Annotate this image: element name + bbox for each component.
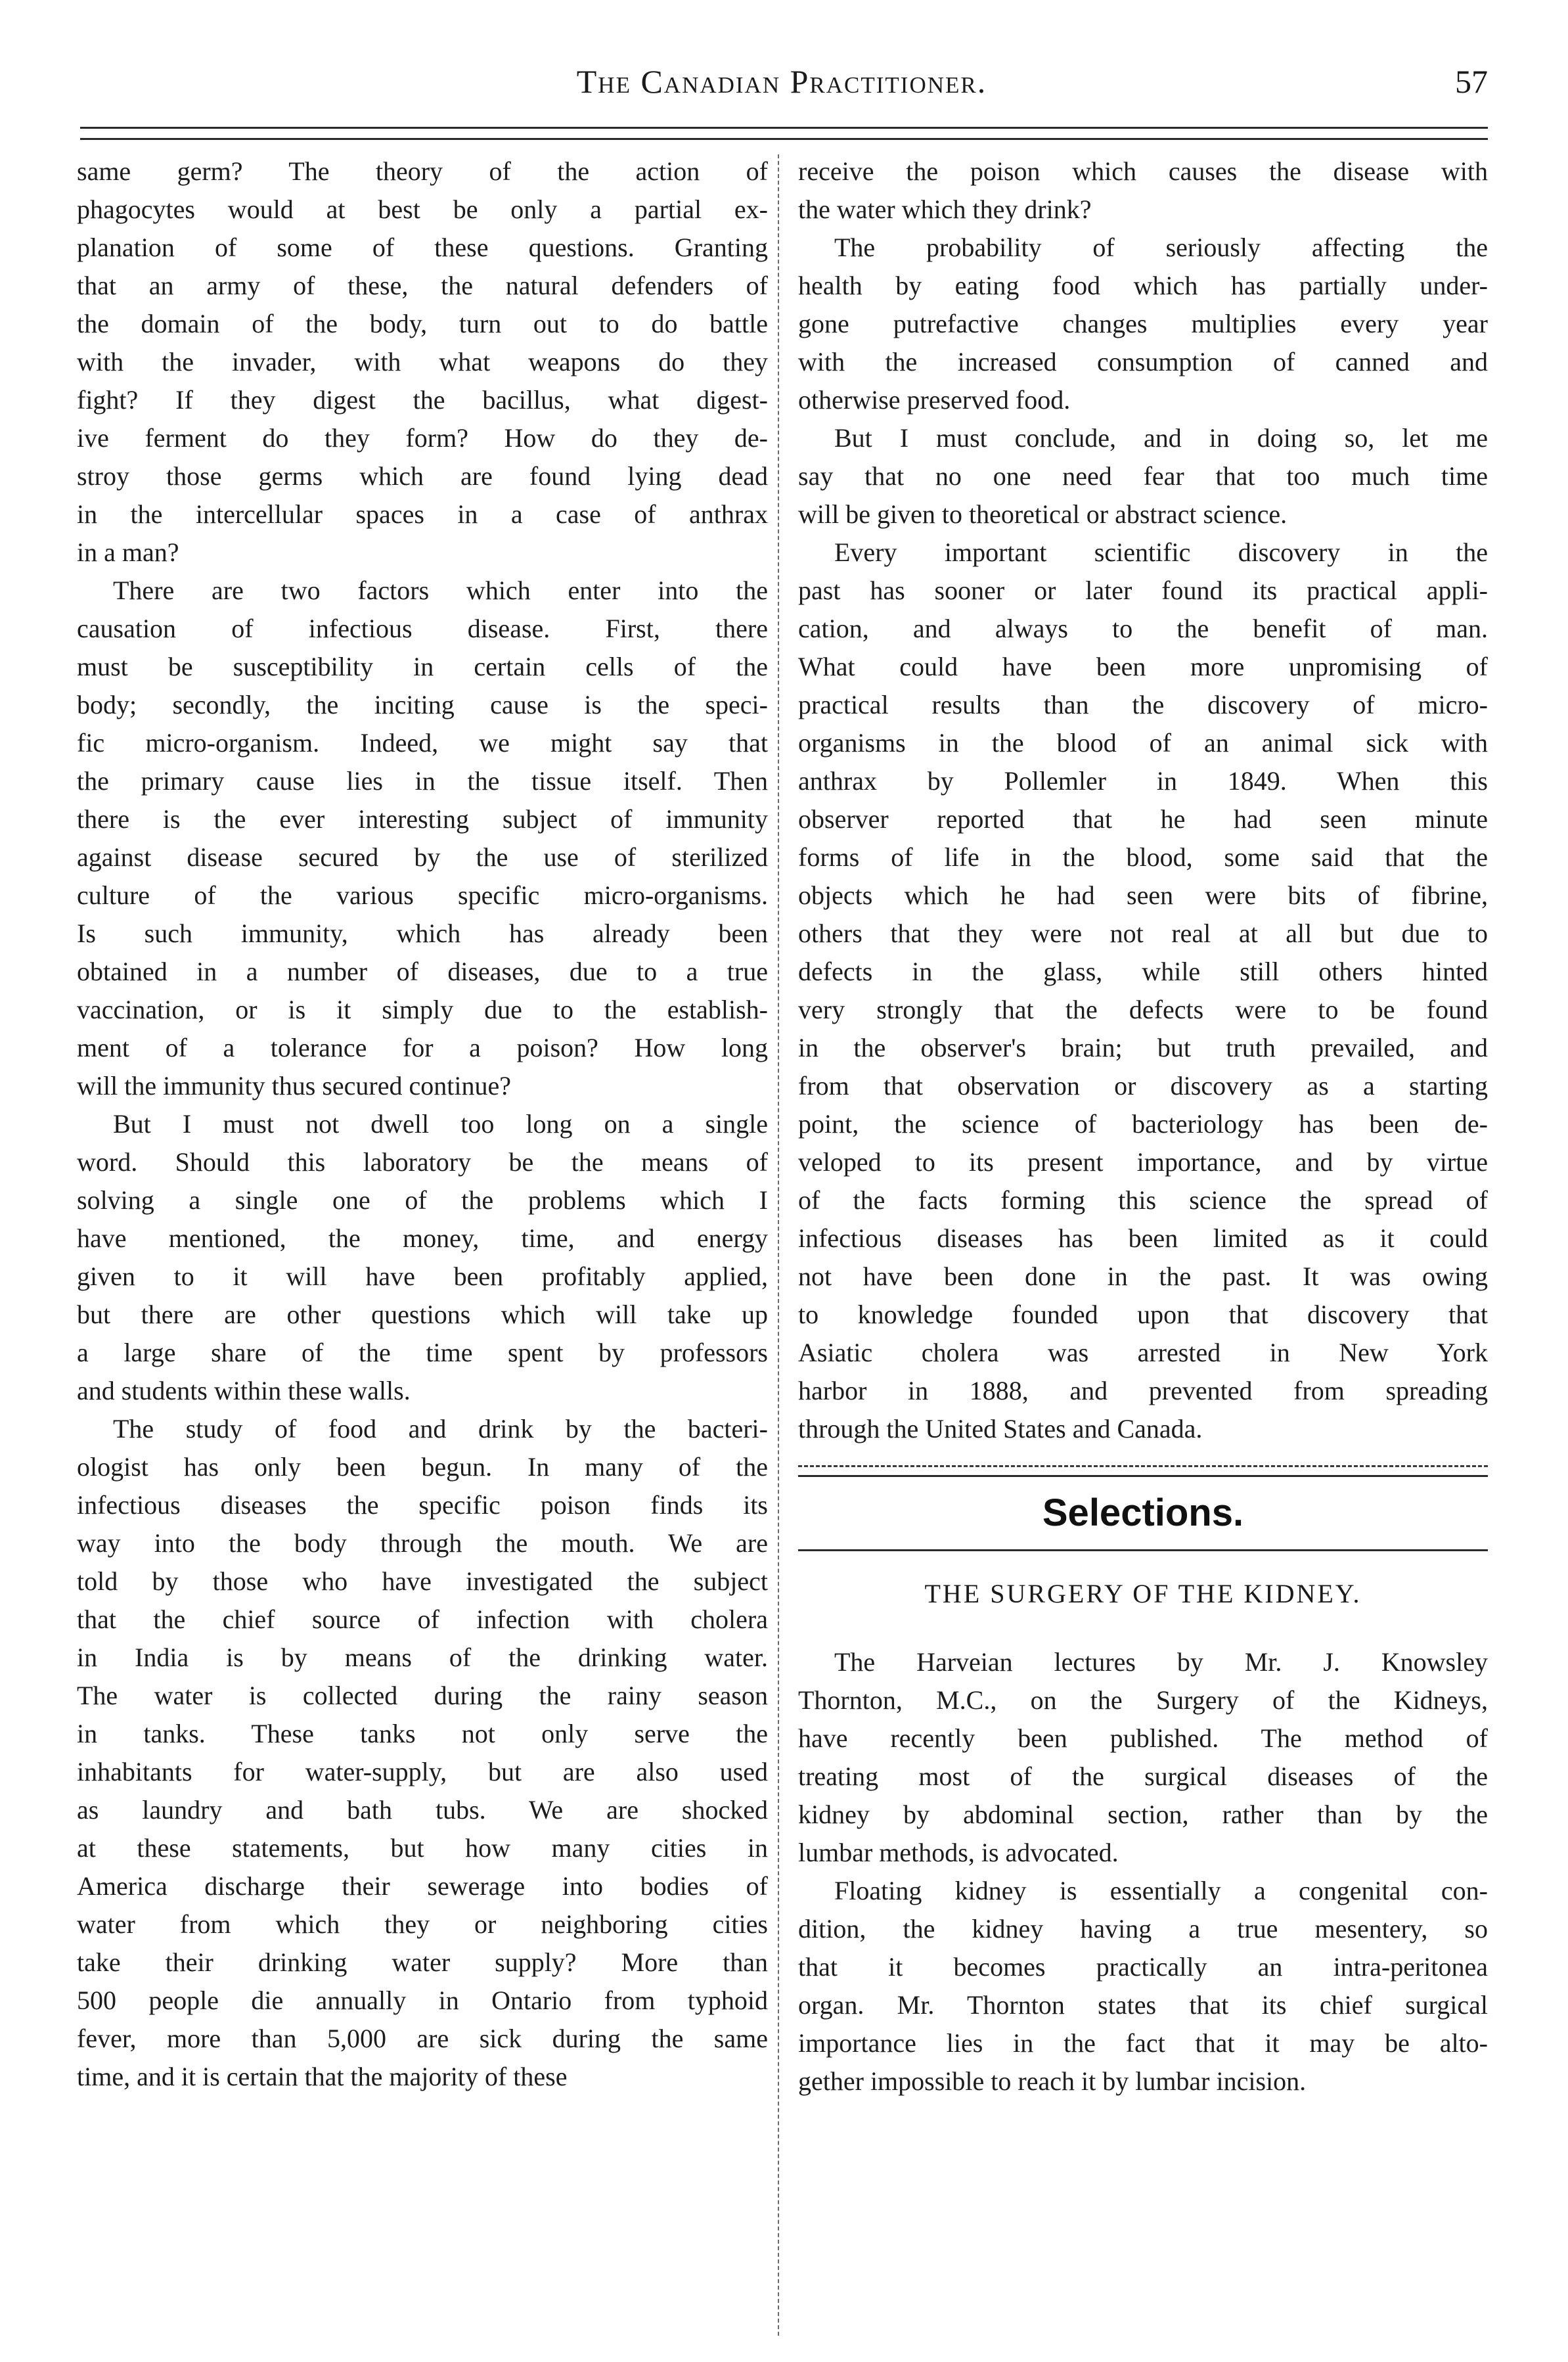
text-line: planation of some of these questions. Granting xyxy=(77,233,768,262)
text-line: but there are other questions which will take up xyxy=(77,1300,768,1329)
text-line: treating most of the surgical diseases of the xyxy=(798,1761,1488,1791)
text-line: water from which they or neighboring cities xyxy=(77,1909,768,1939)
page-number: 57 xyxy=(1455,63,1488,100)
paragraph xyxy=(77,1105,768,1410)
header-rule-bottom xyxy=(80,138,1488,140)
text-line: that it becomes practically an intra-peritonea xyxy=(798,1952,1488,1982)
text-line: with the invader, with what weapons do they xyxy=(77,347,768,376)
paragraph xyxy=(798,152,1488,229)
text-line: phagocytes would at best be only a partial ex- xyxy=(77,194,768,224)
text-line: The Harveian lectures by Mr. J. Knowsley xyxy=(834,1647,1488,1677)
text-line: the primary cause lies in the tissue itself. Then xyxy=(77,766,768,796)
text-line: time, and it is certain that the majority of these xyxy=(77,2062,568,2091)
text-line: anthrax by Pollemler in 1849. When this xyxy=(798,766,1488,796)
text-line: in the observer's brain; but truth prevailed, and xyxy=(798,1033,1488,1062)
article-title: THE SURGERY OF THE KIDNEY. xyxy=(924,1579,1362,1608)
text-line: there is the ever interesting subject of immunity xyxy=(77,804,768,834)
text-line: past has sooner or later found its practical appli- xyxy=(798,576,1488,605)
text-line: against disease secured by the use of sterilized xyxy=(77,842,768,872)
paragraph xyxy=(798,534,1488,1448)
text-line: gether impossible to reach it by lumbar incision. xyxy=(798,2066,1307,2096)
text-line: Floating kidney is essentially a congenital con- xyxy=(834,1876,1488,1905)
text-line: point, the science of bacteriology has been de- xyxy=(798,1109,1488,1139)
text-line: The study of food and drink by the bacteri- xyxy=(113,1414,768,1443)
text-line: defects in the glass, while still others hinted xyxy=(798,957,1488,986)
text-line: have mentioned, the money, time, and energy xyxy=(77,1223,768,1253)
text-line: the domain of the body, turn out to do battle xyxy=(77,309,768,338)
text-line: as laundry and bath tubs. We are shocked xyxy=(77,1795,768,1825)
text-line: dition, the kidney having a true mesentery, so xyxy=(798,1914,1488,1943)
text-line: solving a single one of the problems which I xyxy=(77,1185,768,1215)
text-line: must be susceptibility in certain cells of the xyxy=(77,652,768,681)
paragraph xyxy=(798,419,1488,534)
text-line: ive ferment do they form? How do they de- xyxy=(77,423,768,453)
text-line: body; secondly, the inciting cause is the speci- xyxy=(77,690,768,719)
text-line: ment of a tolerance for a poison? How long xyxy=(77,1033,768,1062)
text-line: 500 people die annually in Ontario from typhoid xyxy=(77,1986,768,2015)
text-line: forms of life in the blood, some said that the xyxy=(798,842,1488,872)
text-line: But I must not dwell too long on a single xyxy=(113,1109,768,1139)
text-line: in tanks. These tanks not only serve the xyxy=(77,1719,768,1748)
text-line: infectious diseases has been limited as it could xyxy=(798,1223,1488,1253)
text-line: kidney by abdominal section, rather than by the xyxy=(798,1800,1488,1829)
text-line: importance lies in the fact that it may be alto- xyxy=(798,2028,1488,2058)
text-line: stroy those germs which are found lying dead xyxy=(77,461,768,491)
text-line: from that observation or discovery as a starting xyxy=(798,1071,1488,1101)
text-line: lumbar methods, is advocated. xyxy=(798,1838,1119,1867)
text-line: very strongly that the defects were to be found xyxy=(798,995,1488,1024)
text-line: in India is by means of the drinking water. xyxy=(77,1643,768,1672)
text-line: gone putrefactive changes multiplies every year xyxy=(798,309,1488,338)
text-line: observer reported that he had seen minute xyxy=(798,804,1488,834)
text-line: told by those who have investigated the subject xyxy=(77,1566,768,1596)
text-line: have recently been published. The method of xyxy=(798,1723,1488,1753)
text-line: will be given to theoretical or abstract science. xyxy=(798,499,1288,529)
text-line: ologist has only been begun. In many of the xyxy=(77,1452,768,1482)
section-heading: Selections. xyxy=(1042,1491,1244,1534)
left-column xyxy=(77,152,768,2096)
text-line: through the United States and Canada. xyxy=(798,1414,1203,1443)
text-line: Thornton, M.C., on the Surgery of the Kidneys, xyxy=(798,1685,1488,1715)
text-line: cation, and always to the benefit of man. xyxy=(798,614,1488,643)
text-line: infectious diseases the specific poison finds its xyxy=(77,1490,768,1520)
text-line: The water is collected during the rainy season xyxy=(77,1681,768,1710)
paragraph xyxy=(77,1410,768,2096)
text-line: that the chief source of infection with cholera xyxy=(77,1604,768,1634)
paragraph xyxy=(77,572,768,1105)
text-line: obtained in a number of diseases, due to a true xyxy=(77,957,768,986)
text-line: The probability of seriously affecting the xyxy=(834,233,1488,262)
text-line: veloped to its present importance, and by virtue xyxy=(798,1147,1488,1177)
text-line: to knowledge founded upon that discovery that xyxy=(798,1300,1488,1329)
text-line: not have been done in the past. It was owing xyxy=(798,1261,1488,1291)
text-line: organisms in the blood of an animal sick with xyxy=(798,728,1488,758)
text-line: Is such immunity, which has already been xyxy=(77,919,768,948)
right-column-body xyxy=(798,152,1488,1448)
text-line: objects which he had seen were bits of fibrine, xyxy=(798,880,1488,910)
text-line: fever, more than 5,000 are sick during the same xyxy=(77,2024,768,2053)
text-line: inhabitants for water-supply, but are also used xyxy=(77,1757,768,1786)
text-line: vaccination, or is it simply due to the establish- xyxy=(77,995,768,1024)
text-line: Every important scientific discovery in the xyxy=(834,537,1488,567)
text-line: Asiatic cholera was arrested in New York xyxy=(798,1338,1488,1367)
text-line: causation of infectious disease. First, there xyxy=(77,614,768,643)
text-line: practical results than the discovery of micro- xyxy=(798,690,1488,719)
header-rule-top xyxy=(80,127,1488,129)
text-line: organ. Mr. Thornton states that its chief surgical xyxy=(798,1990,1488,2020)
right-column xyxy=(798,152,1488,2101)
text-line: with the increased consumption of canned and xyxy=(798,347,1488,376)
paragraph xyxy=(77,152,768,572)
column-divider xyxy=(778,154,779,2336)
text-line: in the intercellular spaces in a case of anthrax xyxy=(77,499,768,529)
text-line: given to it will have been profitably applied, xyxy=(77,1261,768,1291)
text-line: in a man? xyxy=(77,537,179,567)
text-line: same germ? The theory of the action of xyxy=(77,156,768,186)
text-line: But I must conclude, and in doing so, let me xyxy=(834,423,1488,453)
text-line: receive the poison which causes the disease with xyxy=(798,156,1488,186)
text-line: and students within these walls. xyxy=(77,1376,411,1405)
text-line: harbor in 1888, and prevented from spreading xyxy=(798,1376,1488,1405)
text-line: fic micro-organism. Indeed, we might say that xyxy=(77,728,768,758)
text-line: culture of the various specific micro-organisms. xyxy=(77,880,768,910)
paragraph xyxy=(798,1643,1488,1872)
text-line: will the immunity thus secured continue? xyxy=(77,1071,511,1101)
paragraph xyxy=(798,1872,1488,2101)
text-line: take their drinking water supply? More than xyxy=(77,1947,768,1977)
text-line: others that they were not real at all but due to xyxy=(798,919,1488,948)
running-head xyxy=(76,62,1488,108)
text-line: otherwise preserved food. xyxy=(798,385,1071,415)
text-line: at these statements, but how many cities in xyxy=(77,1833,768,1863)
text-line: of the facts forming this science the spread of xyxy=(798,1185,1488,1215)
paragraph xyxy=(798,229,1488,419)
journal-title: The Canadian Practitioner. xyxy=(576,63,987,100)
article-body xyxy=(798,1643,1488,2101)
text-line: say that no one need fear that too much time xyxy=(798,461,1488,491)
text-line: America discharge their sewerage into bodies of xyxy=(77,1871,768,1901)
text-line: word. Should this laboratory be the means of xyxy=(77,1147,768,1177)
text-line: the water which they drink? xyxy=(798,194,1092,224)
text-line: fight? If they digest the bacillus, what digest- xyxy=(77,385,768,415)
text-line: There are two factors which enter into the xyxy=(113,576,768,605)
text-line: What could have been more unpromising of xyxy=(798,652,1488,681)
text-line: that an army of these, the natural defenders of xyxy=(77,271,768,300)
text-line: health by eating food which has partially under- xyxy=(798,271,1488,300)
text-line: way into the body through the mouth. We are xyxy=(77,1528,768,1558)
text-line: a large share of the time spent by professors xyxy=(77,1338,768,1367)
